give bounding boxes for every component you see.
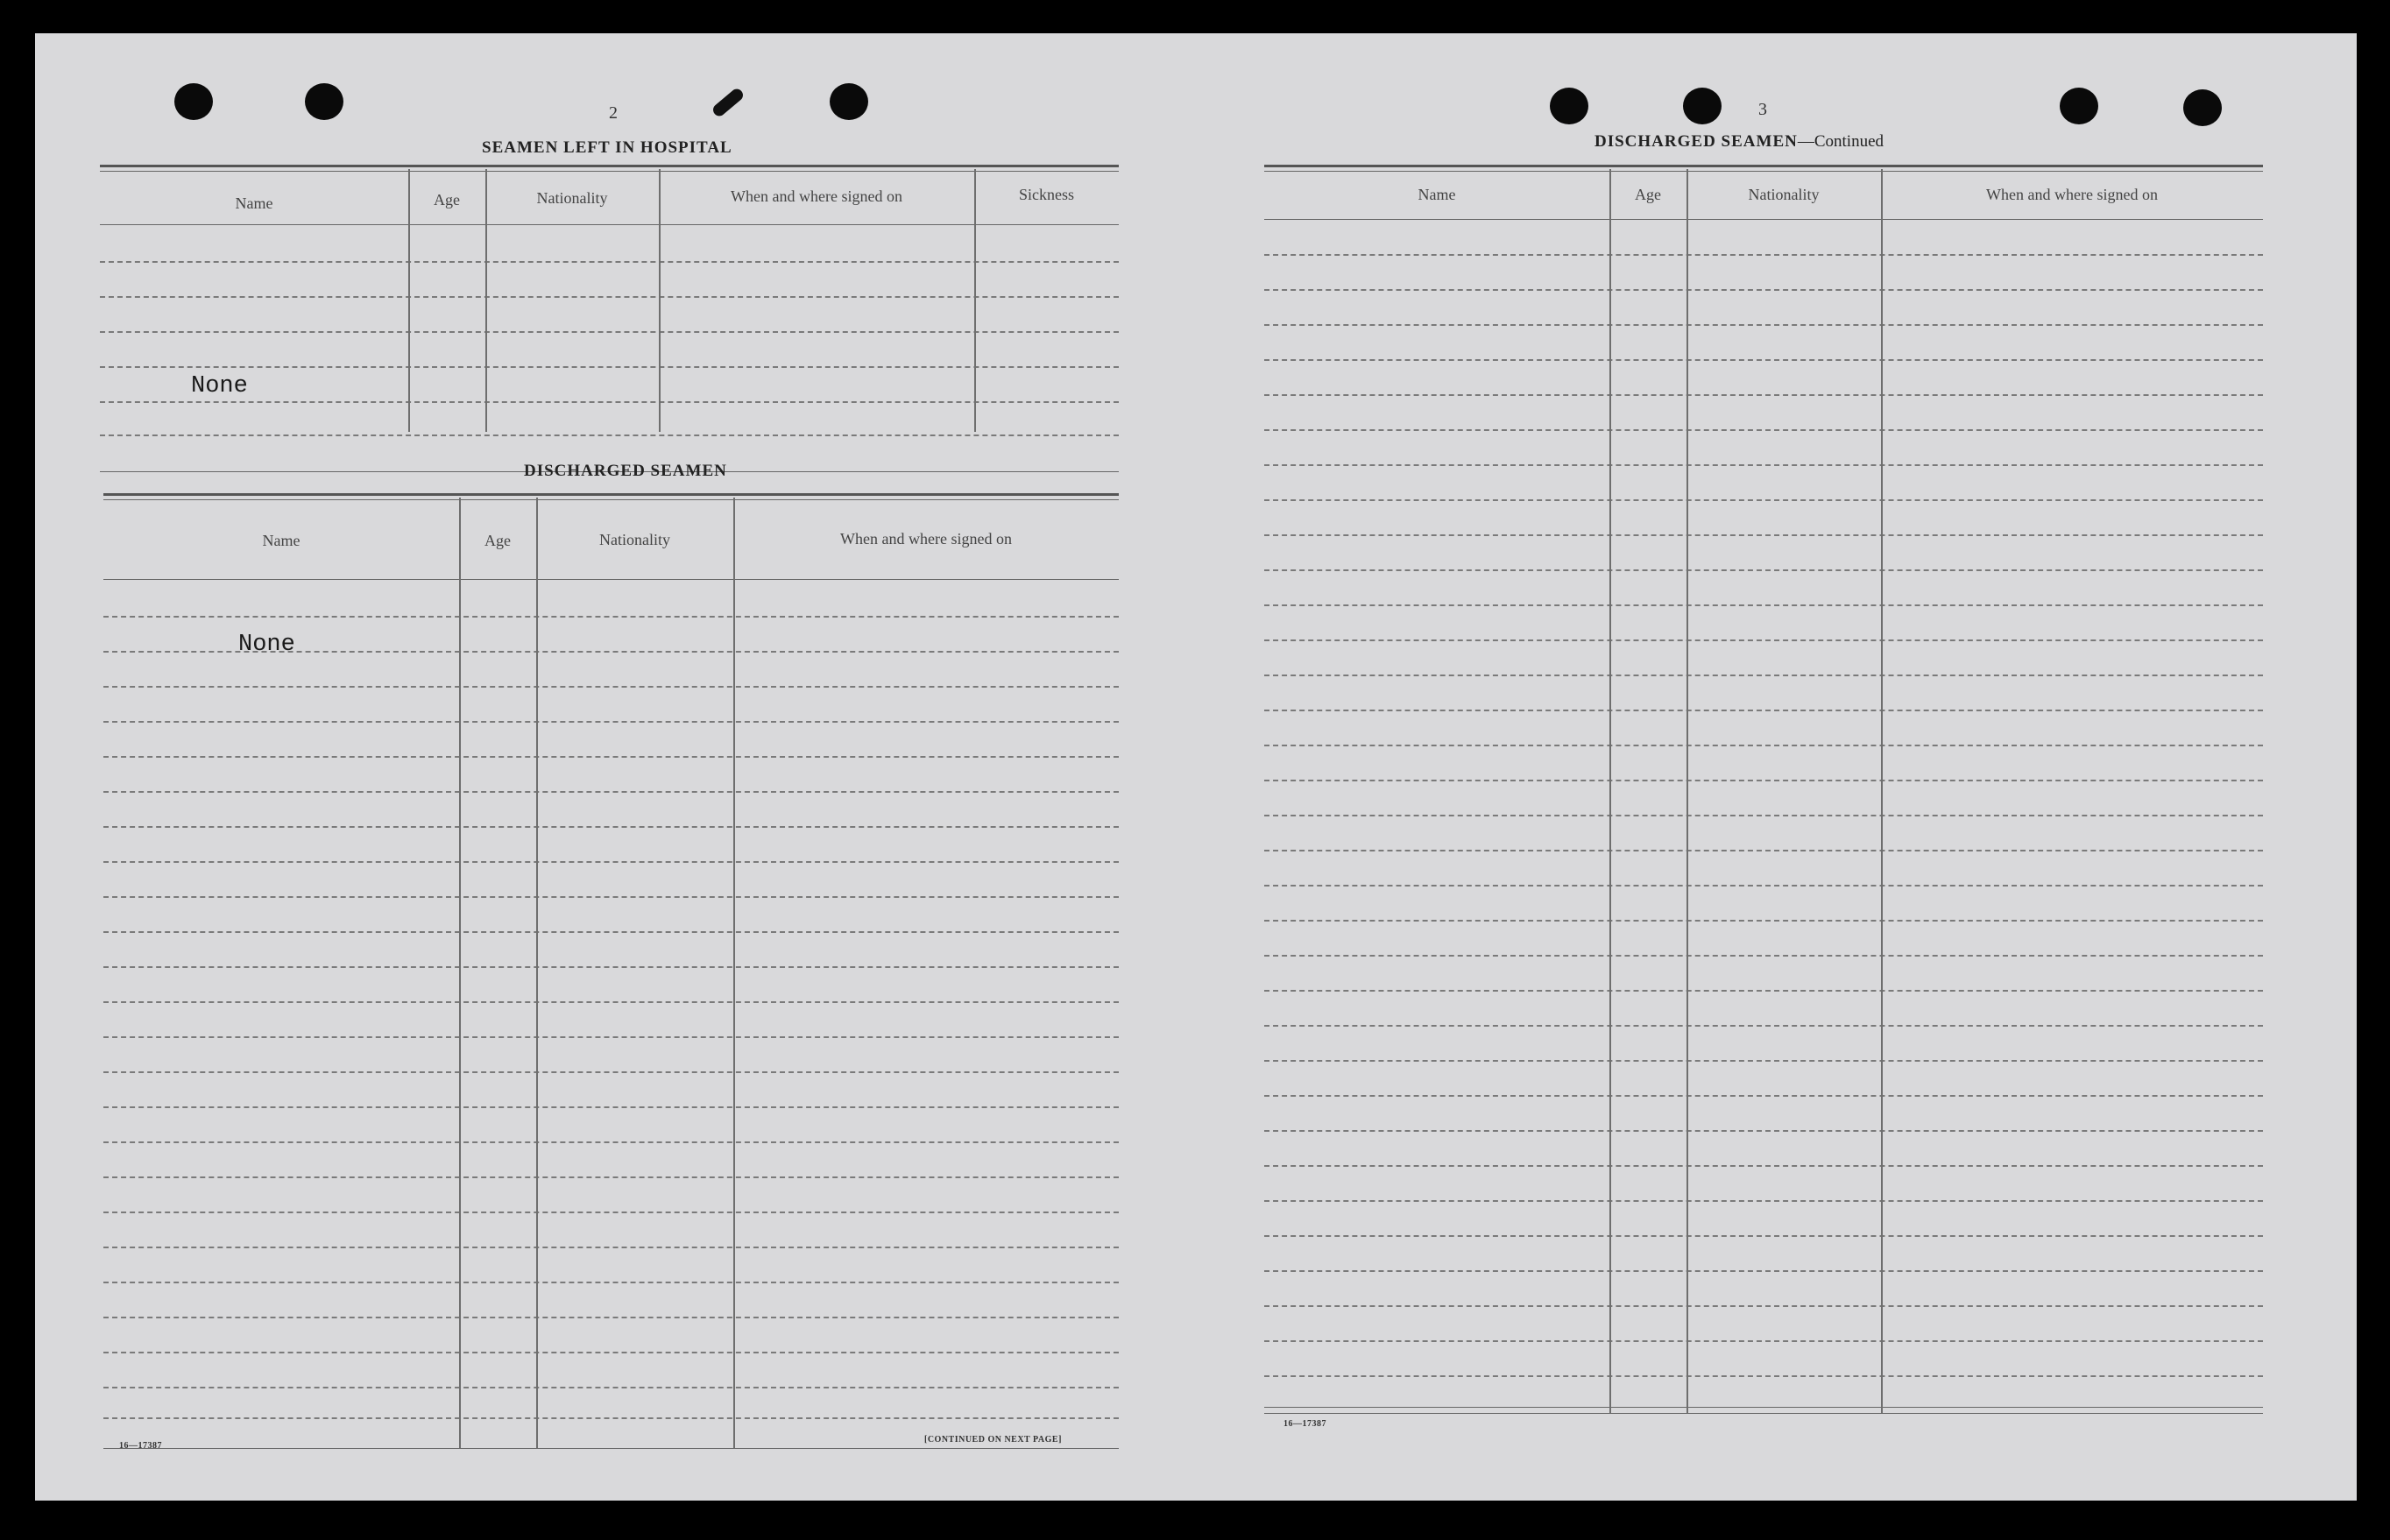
punch-hole	[2060, 88, 2098, 124]
page-number: 3	[1758, 100, 1767, 119]
column-header: Age	[484, 532, 511, 549]
column-header: Nationality	[1748, 186, 1820, 203]
discharged-continued-table	[1264, 165, 2263, 1448]
form-number: 16—17387	[1283, 1419, 1326, 1429]
column-header: Name	[1418, 186, 1456, 203]
punch-hole	[1550, 88, 1588, 124]
section-title-text: DISCHARGED SEAMEN	[1595, 132, 1798, 151]
ink-mark	[711, 87, 746, 118]
column-header: Age	[434, 191, 460, 208]
punch-hole	[830, 83, 868, 120]
form-number: 16—17387	[119, 1441, 162, 1451]
column-header: Name	[235, 194, 273, 212]
page-number: 2	[609, 103, 618, 123]
punch-hole	[2183, 89, 2222, 126]
column-header: When and where signed on	[731, 187, 902, 205]
typed-entry: None	[238, 632, 295, 658]
section-title-suffix: —Continued	[1797, 132, 1884, 151]
column-header: Nationality	[536, 189, 608, 207]
column-header: Age	[1635, 186, 1661, 203]
discharged-table	[103, 493, 1119, 1466]
punch-hole	[174, 83, 213, 120]
column-header: Nationality	[599, 531, 670, 548]
hospital-table	[100, 165, 1119, 476]
column-header: Sickness	[1019, 186, 1074, 203]
section-title: DISCHARGED SEAMEN	[524, 462, 727, 480]
section-title: SEAMEN LEFT IN HOSPITAL	[482, 138, 732, 157]
punch-hole	[1683, 88, 1722, 124]
continued-note: [CONTINUED ON NEXT PAGE]	[924, 1435, 1062, 1445]
section-title	[1595, 132, 1884, 152]
column-header: When and where signed on	[840, 530, 1012, 547]
typed-entry: None	[191, 373, 248, 399]
ledger-sheet	[35, 33, 2357, 1501]
column-header: Name	[262, 532, 301, 549]
punch-hole	[305, 83, 343, 120]
column-header: When and where signed on	[1986, 186, 2158, 203]
